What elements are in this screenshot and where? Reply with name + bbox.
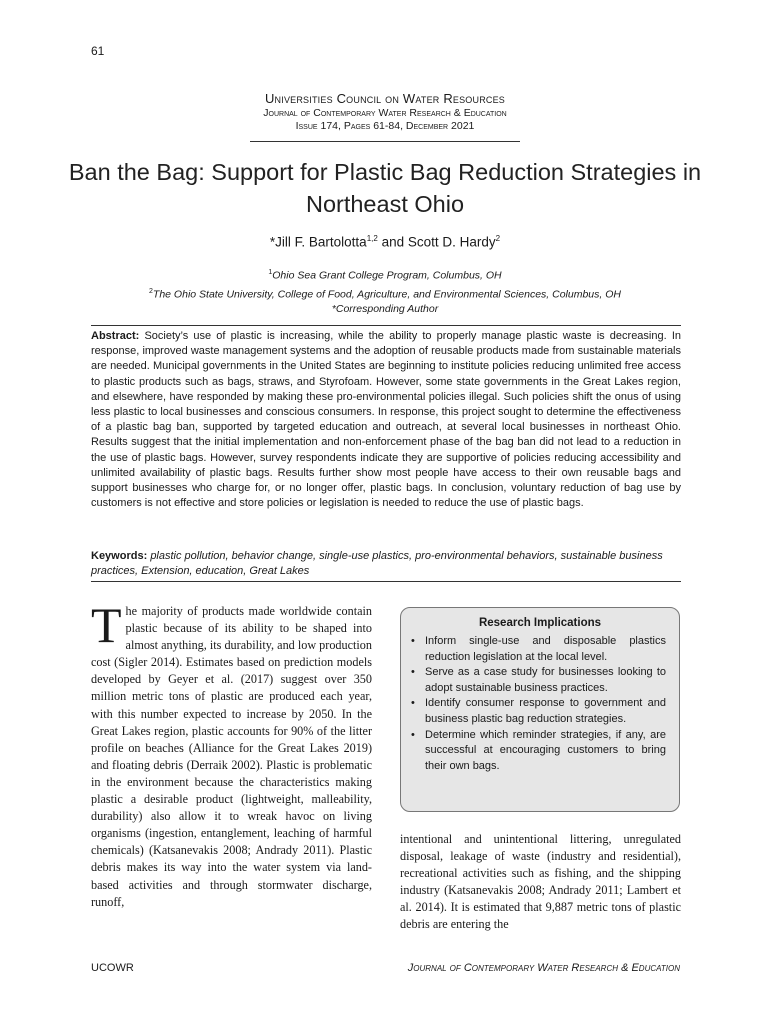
author-1: *Jill F. Bartolotta	[269, 234, 367, 250]
bullet-icon: •	[411, 728, 415, 741]
list-item-text: Determine which reminder strategies, if any, are successful at encouraging customers to bring their own bags.	[425, 728, 666, 772]
author-2: Scott D. Hardy	[407, 234, 496, 250]
abstract	[91, 329, 681, 511]
paper-title: Ban the Bag: Support for Plastic Bag Reduction Strategies in Northeast Ohio	[68, 159, 702, 217]
bullet-icon: •	[411, 697, 415, 710]
drop-cap: T	[91, 597, 122, 653]
body-column-left	[91, 597, 372, 911]
author-2-affil: 2	[495, 234, 501, 243]
abstract-label: Abstract:	[91, 330, 140, 342]
list-item-text: Identify consumer response to government and business plastic bag reduction strategies.	[425, 697, 666, 725]
affiliation-2-text: The Ohio State University, College of Food, Agriculture, and Environmental Sciences, Columbus, OH	[152, 288, 621, 300]
bullet-icon: •	[411, 666, 415, 679]
body-column-right: intentional and unintentional littering, unregulated disposal, leakage of waste (industry and residential), recreational activities such as fishing, and the shipping industry (Katsanevakis 2008; Andrady 2011; Lambert et al. 2014). It is estimated that 9,887 metric tons of plastic debris are entering the	[400, 832, 681, 932]
abstract-bottom-divider	[91, 581, 681, 582]
list-item-text: Inform single-use and disposable plastics reduction legislation at the local level.	[425, 635, 666, 663]
body-left-text: he majority of products made worldwide contain plastic because of its ability to be shaped into almost anything, its durability, and low production cost (Sigler 2014). Estimates based on prediction models developed by Geyer et al. (2017) suggest over 350 million metric tons of plastic are produced each year, with this number expected to increase by 2050. In the Great Lakes region, plastic accounts for 90% of the litter profile on beaches (Alliance for the Great Lakes 2019) and floating debris (Derraik 2002). Plastic is problematic in the environment because the characteristics making plastic a desirable product (lightweight, malleability, durability) also allow it to wreak havoc on living organisms (ingestion, entanglement, leaching of harmful chemicals) (Katsanevakis 2008; Andrady 2011). Plastic debris makes its way into the water system via land-based activities and through stormwater discharge, runoff,	[91, 604, 372, 909]
journal-header	[0, 91, 770, 133]
list-item-text: Serve as a case study for businesses looking to adopt sustainable business practices.	[425, 666, 666, 694]
footer-left: UCOWR	[91, 962, 134, 974]
keywords-text: plastic pollution, behavior change, single-use plastics, pro-environmental behaviors, sustainable business practices, Extension, education, Great Lakes	[91, 550, 663, 578]
issue-info: Issue 174, Pages 61-84, December 2021	[295, 120, 475, 132]
list-item	[401, 696, 666, 727]
header-divider	[250, 141, 520, 142]
affiliation-1-text: Ohio Sea Grant College Program, Columbus, OH	[272, 269, 502, 282]
keywords	[91, 549, 681, 579]
research-implications-box	[400, 607, 680, 812]
author-1-affil: 1,2	[366, 234, 378, 243]
author-line	[0, 234, 770, 250]
affiliation-2	[0, 284, 770, 303]
affiliation-1	[0, 265, 770, 284]
affiliation-1-marker: 1	[268, 269, 273, 276]
research-implications-title: Research Implications	[478, 617, 602, 629]
list-item	[401, 634, 666, 665]
journal-name: Journal of Contemporary Water Research & Education	[263, 107, 507, 119]
org-name: Universities Council on Water Resources	[264, 91, 506, 106]
abstract-top-divider	[91, 325, 681, 326]
affiliations	[0, 265, 770, 317]
corresponding-author: *Corresponding Author	[331, 303, 439, 315]
author-joiner: and	[377, 234, 408, 250]
footer-journal: Journal of Contemporary Water Research & Education	[407, 962, 680, 974]
bullet-icon: •	[411, 635, 415, 647]
affiliation-2-marker: 2	[149, 287, 153, 295]
list-item	[401, 728, 666, 775]
list-item	[401, 665, 666, 696]
page-number: 61	[91, 44, 105, 58]
keywords-label: Keywords:	[91, 550, 148, 562]
research-implications-list	[401, 634, 679, 774]
abstract-text: Society’s use of plastic is increasing, while the ability to properly manage plastic waste is decreasing. In response, improved waste management systems and the adoption of reusable products made from sustainable materials are needed. Municipal governments in the United States are beginning to institute policies reducing unlimited free access to plastic products such as bags, straws, and Styrofoam. However, some state governments in the Great Lakes region, and elsewhere, have responded by making these pro-environmental policies illegal. Such policies shift the onus of using less plastic to local businesses and conscious consumers. In response, this project sought to determine the effectiveness of a plastic bag ban, supported by targeted education and outreach, at several local businesses in northeast Ohio. Results suggest that the initial implementation and non-enforcement phase of the bag ban did not lead to a reduction in the use of plastic bags. However, survey respondents indicate they are supportive of policies reducing accessibility and unlimited availability of plastic bags. Results further show most people have access to their own reusable bags and support businesses who charge for, or no longer offer, plastic bags. In conclusion, voluntary reduction of bag use by customers is not effective and store policies or legislation is needed to reduce the use of plastic bags.	[91, 330, 681, 510]
